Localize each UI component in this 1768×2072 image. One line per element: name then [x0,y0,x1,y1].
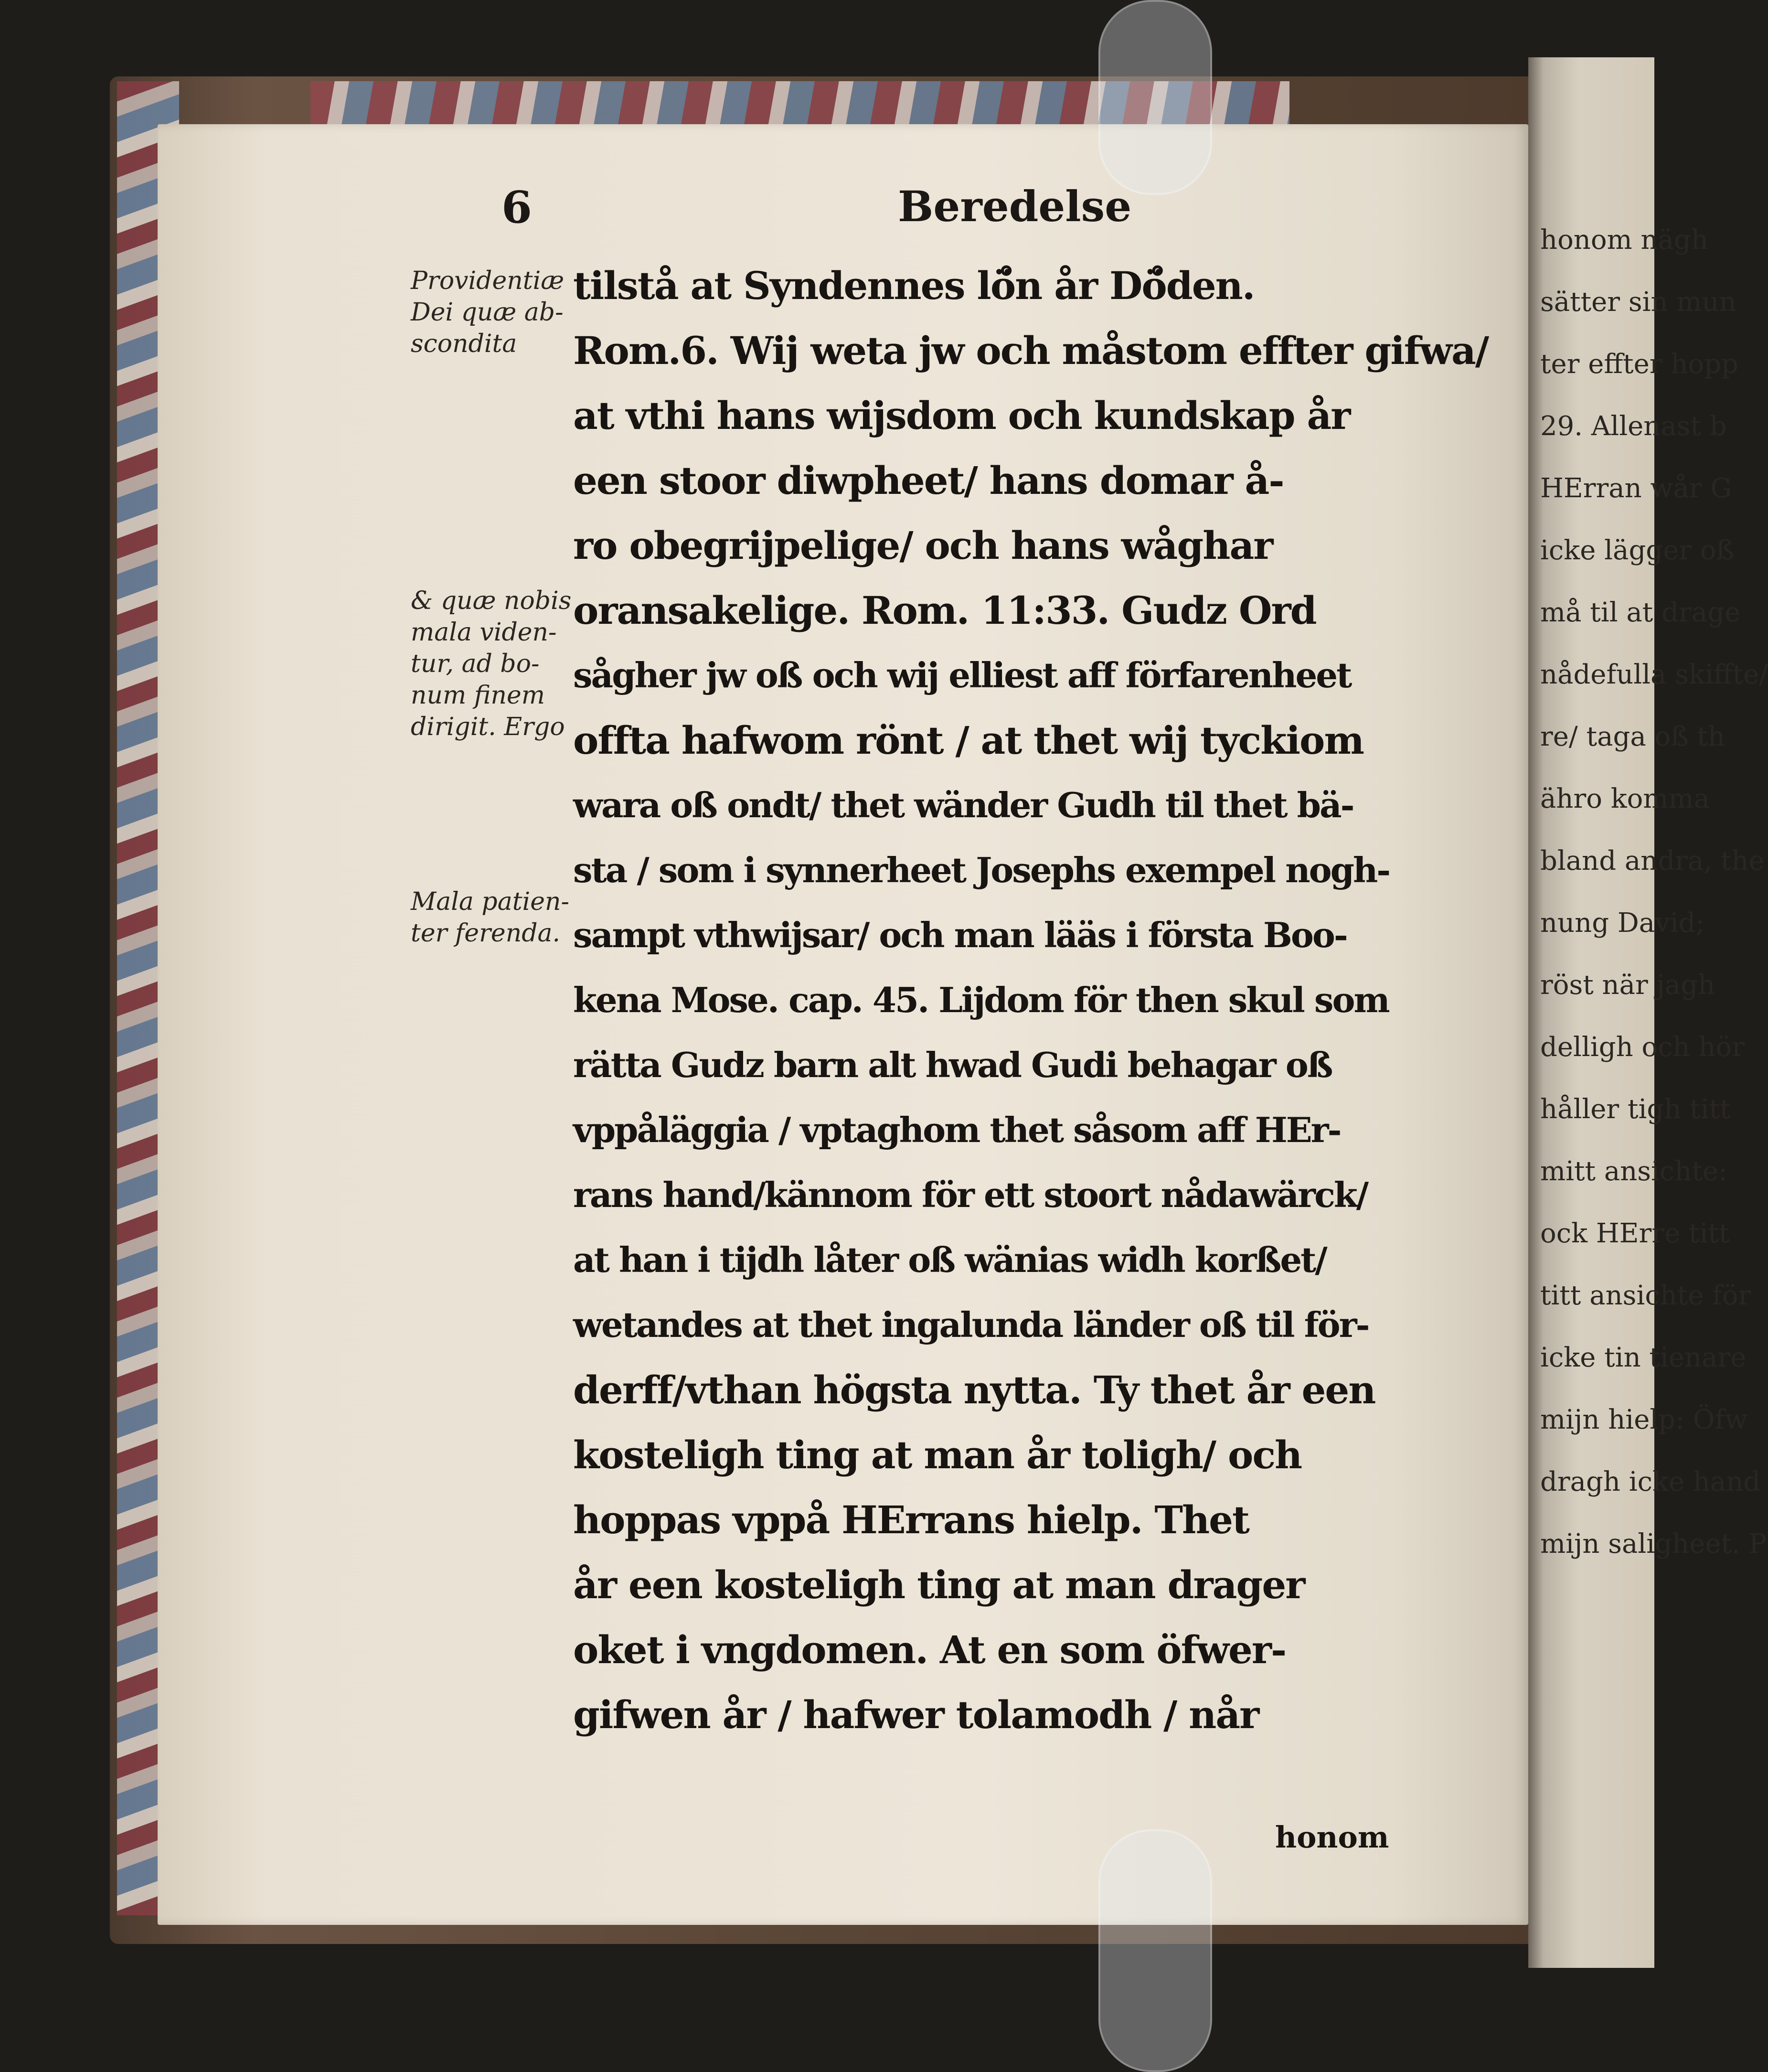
margin-note-line: tur, ad bo- [411,650,540,678]
text-line: rätta Gudz barn alt hwad Gudi behagar oß [573,1045,1332,1085]
page-clip-bottom [1098,1829,1212,2072]
text-line: at han i tijdh låter oß wänias widh korßet/ [573,1239,1326,1280]
text-line: kena Mose. cap. 45. Lijdom för then skul som [573,980,1389,1020]
facing-page-line: ter effter hopp [1540,349,1738,380]
running-title: Beredelse [898,182,1132,231]
text-line: wetandes at thet ingalunda länder oß til för- [573,1304,1369,1345]
text-line: sampt vthwijsar/ och man lääs i första Boo- [573,915,1347,955]
facing-page-line: delligh och hör [1540,1032,1745,1063]
page-clip-top [1098,0,1212,195]
margin-note-line: num finem [411,681,545,710]
margin-note-line: scondita [411,330,517,358]
text-line: vppåläggia / vptaghom thet såsom aff HEr- [573,1110,1341,1150]
facing-page-line: sätter sin mun [1540,287,1736,318]
margin-note-mala-videntur [411,585,573,743]
text-line: wara oß ondt/ thet wänder Gudh til thet bä- [573,785,1353,825]
text-line: Rom.6. Wij weta jw och måstom effter gifwa/ [573,328,1489,373]
facing-page-line: håller tigh titt [1540,1094,1731,1125]
facing-page-line: må til at drage [1540,597,1741,628]
margin-note-line: Dei quæ ab- [411,298,564,327]
facing-page-line: mijn hielp: Öfw [1540,1404,1748,1435]
facing-page-line: dragh icke hand [1540,1466,1761,1497]
facing-page-line: ock HErre titt [1540,1218,1730,1249]
margin-note-line: dirigit. Ergo [411,713,565,741]
margin-note-mala-patienter [411,886,573,949]
margin-note-line: & quæ nobis [411,587,572,615]
margin-note-line: Providentiæ [411,267,564,295]
text-line: rans hand/kännom för ett stoort nådawärck/ [573,1175,1368,1215]
facing-page-text [1540,224,1768,1591]
margin-note-line: ter ferenda. [411,919,561,948]
facing-page-line: röst när jagh [1540,970,1715,1001]
margin-note-line: Mala patien- [411,887,570,916]
facing-page-line: icke tin tienare [1540,1342,1747,1373]
facing-page-line: mijn saligheet. P [1540,1528,1767,1559]
text-line: gifwen år / hafwer tolamodh / når [573,1692,1259,1737]
text-line: at vthi hans wijsdom och kundskap år [573,393,1350,438]
facing-page-line: bland andra, the [1540,845,1765,876]
facing-page-line: icke lägger oß [1540,535,1734,566]
text-line: sta / som i synnerheet Josephs exempel nogh- [573,850,1390,890]
facing-page-line: HErran wår G [1540,473,1732,504]
facing-page-line: mitt ansichte: [1540,1156,1727,1187]
margin-note-providentia [411,265,573,360]
text-line: kosteligh ting at man år toligh/ och [573,1432,1302,1477]
running-head [501,182,1409,239]
text-line: år een kosteligh ting at man drager [573,1562,1305,1607]
facing-page-line: 29. Allenast b [1540,411,1727,442]
catchword: honom [1275,1820,1389,1855]
text-line: ro obegrijpelige/ och hans wåghar [573,523,1273,568]
main-text-block [573,253,1489,1855]
text-line: hoppas vppå HErrans hielp. Thet [573,1497,1249,1542]
facing-page-line: nung David; [1540,908,1705,939]
facing-page-line: nådefulla skiffte/ [1540,659,1768,690]
text-line: derff/vthan högsta nytta. Ty thet år een [573,1367,1375,1412]
facing-page-line: titt ansichte för [1540,1280,1751,1311]
text-line: een stoor diwpheet/ hans domar å- [573,458,1284,503]
text-line: offta hafwom rönt / at thet wij tyckiom [573,718,1364,763]
facing-page-line: re/ taga oß th [1540,721,1725,752]
text-line: tilstå at Syndennes lö̊n år Dö̊den. [573,263,1255,308]
text-line: sågher jw oß och wij elliest aff förfarenheet [573,655,1351,695]
margin-note-line: mala viden- [411,618,557,647]
text-line: oket i vngdomen. At en som öfwer- [573,1627,1286,1672]
page-number: 6 [501,182,533,233]
facing-page-line: ähro komma [1540,783,1710,814]
text-line: oransakelige. Rom. 11:33. Gudz Ord [573,588,1316,633]
facing-page-line: honom nägh [1540,224,1708,256]
